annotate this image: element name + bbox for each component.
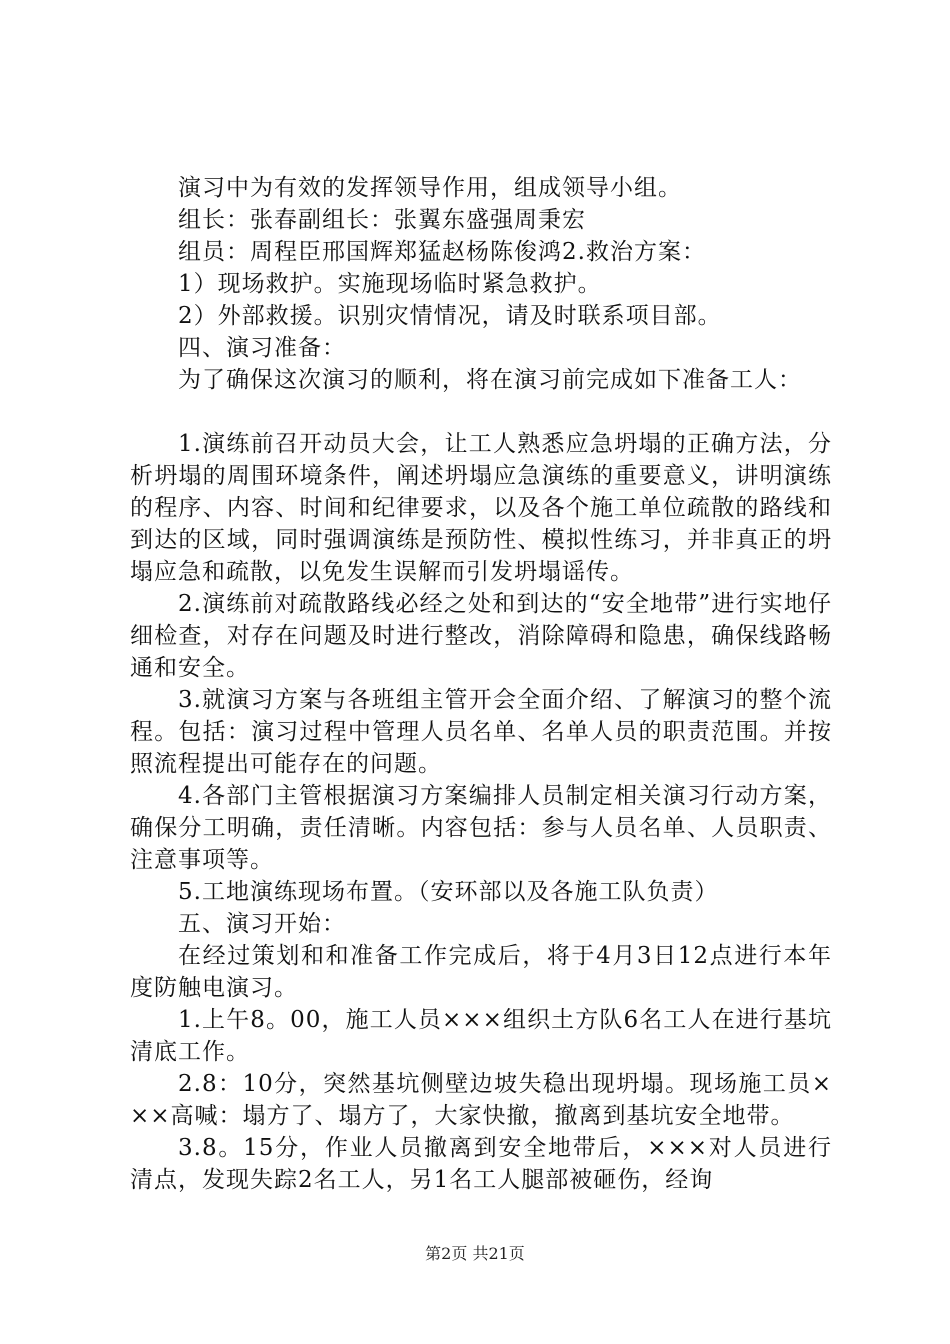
- paragraph-team-members: 组员：周程臣邢国辉郑猛赵杨陈俊鸿2.救治方案：: [178, 239, 706, 265]
- paragraph-prep-item-3: 3.就演习方案与各班组主管开会全面介绍、了解演习的整个流程。包括：演习过程中管理人员名单、名单人员的职责范围。并按照流程提出可能存在的问题。: [130, 687, 832, 777]
- paragraph-step-2: 2.8：10分，突然基坑侧壁边坡失稳出现坍塌。现场施工员×××高喊：塌方了、塌方了，大家快撤，撤离到基坑安全地带。: [130, 1071, 832, 1129]
- section-heading-start: 五、演习开始：: [178, 911, 346, 937]
- page-footer: 第2页 共21页: [425, 1244, 525, 1263]
- paragraph-team-leaders: 组长：张春副组长：张翼东盛强周秉宏: [178, 207, 586, 233]
- paragraph-preparation-intro: 为了确保这次演习的顺利，将在演习前完成如下准备工人：: [178, 367, 802, 393]
- paragraph-prep-item-4: 4.各部门主管根据演习方案编排人员制定相关演习行动方案，确保分工明确，责任清晰。内容包括：参与人员名单、人员职责、注意事项等。: [130, 783, 832, 873]
- paragraph-prep-item-1: 1.演练前召开动员大会，让工人熟悉应急坍塌的正确方法，分析坍塌的周围环境条件，阐述坍塌应急演练的重要意义，讲明演练的程序、内容、时间和纪律要求，以及各个施工单位疏散的路线和到达的区域，同时强调演练是预防性、模拟性练习，并非真正的坍塌应急和疏散，以免发生误解而引发坍塌谣传。: [130, 431, 832, 585]
- paragraph-prep-item-2: 2.演练前对疏散路线必经之处和到达的“安全地带”进行实地仔细检查，对存在问题及时进行整改，消除障碍和隐患，确保线路畅通和安全。: [130, 591, 832, 681]
- document-body: [130, 172, 832, 1196]
- paragraph-step-3: 3.8。15分，作业人员撤离到安全地带后，×××对人员进行清点，发现失踪2名工人，另1名工人腿部被砸伤，经询: [130, 1135, 832, 1193]
- paragraph-start-intro: 在经过策划和和准备工作完成后，将于4月3日12点进行本年度防触电演习。: [130, 943, 832, 1001]
- paragraph-external-rescue: 2）外部救援。识别灾情情况，请及时联系项目部。: [178, 303, 722, 329]
- paragraph-prep-item-5: 5.工地演练现场布置。（安环部以及各施工队负责）: [178, 879, 719, 905]
- paragraph-step-1: 1.上午8。00，施工人员×××组织土方队6名工人在进行基坑清底工作。: [130, 1007, 832, 1065]
- paragraph-leadership-intro: 演习中为有效的发挥领导作用，组成领导小组。: [178, 175, 682, 201]
- section-heading-preparation: 四、演习准备：: [178, 335, 346, 361]
- paragraph-onsite-rescue: 1）现场救护。实施现场临时紧急救护。: [178, 271, 602, 297]
- paragraph-gap: [130, 396, 832, 428]
